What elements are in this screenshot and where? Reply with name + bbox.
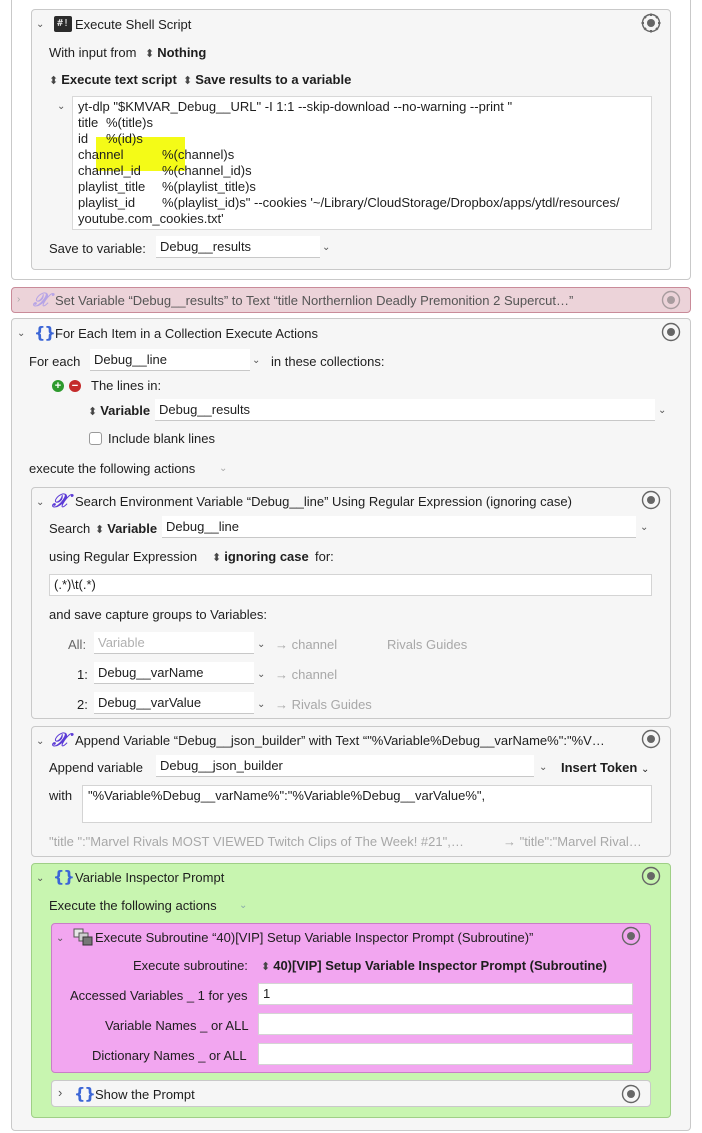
for-each-dropdown-icon[interactable]: ⌄ [252, 355, 261, 366]
show-prompt-group[interactable] [51, 1080, 651, 1107]
gear-icon[interactable] [641, 866, 661, 886]
action-title: For Each Item in a Collection Execute Actions [55, 326, 319, 341]
save-groups-label: and save capture groups to Variables: [49, 607, 268, 622]
search-source-value: Variable [107, 521, 158, 536]
script-line-5-val: %(channel_id)s [162, 163, 252, 178]
action-title: Search Environment Variable “Debug__line” Using Regular Expression (ignoring case) [75, 494, 572, 509]
search-variable-field[interactable]: Debug__line [162, 516, 636, 538]
search-source-select[interactable]: ⬍ Variable [95, 521, 158, 536]
script-line-5-key: channel_id [78, 163, 141, 178]
group-2-label: 2: [77, 697, 88, 712]
subroutine-select[interactable]: ⬍ 40)[VIP] Setup Variable Inspector Prompt (Subroutine) [261, 958, 607, 973]
group-2-preview: → Rivals Guides [275, 697, 372, 712]
remove-collection-icon[interactable]: − [69, 380, 81, 392]
expand-chevron-icon[interactable]: › [17, 294, 21, 305]
gear-icon[interactable] [641, 490, 661, 510]
script-line-4-key: channel [78, 147, 124, 162]
dictionary-names-label: Dictionary Names _ or ALL [92, 1048, 247, 1063]
script-line-2-val: %(title)s [106, 115, 153, 130]
gear-icon[interactable] [621, 1084, 641, 1104]
script-line-6-key: playlist_title [78, 179, 146, 194]
input-from-select[interactable]: ⬍ Nothing [145, 45, 207, 60]
action-title: Execute Subroutine “40)[VIP] Setup Variable Inspector Prompt (Subroutine)” [95, 930, 534, 945]
collapse-chevron-icon[interactable]: ⌄ [36, 19, 45, 30]
input-from-label: With input from [49, 45, 137, 60]
variable-x-icon: 𝒳 [52, 490, 69, 512]
for-each-label: For each [29, 354, 81, 369]
include-blank-lines-checkbox[interactable] [89, 432, 102, 445]
subroutine-value: 40)[VIP] Setup Variable Inspector Prompt (Subroutine) [273, 958, 607, 973]
subroutine-icon [73, 928, 93, 946]
set-variable-action[interactable] [11, 287, 691, 313]
search-variable-dropdown-icon[interactable]: ⌄ [640, 522, 649, 533]
execute-mode-value: Execute text script [61, 72, 177, 87]
using-regex-label: using Regular Expression [49, 549, 198, 564]
gear-icon[interactable] [641, 729, 661, 749]
add-collection-icon[interactable]: + [52, 380, 64, 392]
collapse-chevron-icon[interactable]: ⌄ [36, 736, 45, 747]
group-braces-icon: {} [74, 1084, 95, 1103]
variable-x-icon: 𝒳 [52, 729, 69, 751]
lines-in-label: The lines in: [91, 378, 162, 393]
for-label: for: [315, 549, 334, 564]
script-line-4-val: %(channel)s [162, 147, 235, 162]
script-line-6-val: %(playlist_title)s [162, 179, 256, 194]
script-line-7-val: %(playlist_id)s" --cookies '~/Library/CloudStorage/Dropbox/apps/ytdl/resources/ [162, 195, 620, 210]
all-preview-name: → channel [275, 637, 338, 652]
execute-shell-script-action[interactable] [31, 9, 671, 270]
execute-subroutine-label: Execute subroutine: [133, 958, 248, 973]
save-to-variable-field[interactable]: Debug__results [156, 236, 320, 258]
save-variable-dropdown-icon[interactable]: ⌄ [322, 242, 331, 253]
script-text-area[interactable] [72, 96, 652, 230]
script-line-2-key: title [78, 115, 99, 130]
gear-icon[interactable] [641, 13, 661, 33]
search-regex-action[interactable] [31, 487, 671, 719]
all-dropdown-icon[interactable]: ⌄ [257, 639, 266, 650]
regex-input[interactable]: (.*)\t(.*) [49, 574, 652, 596]
collapse-chevron-icon[interactable]: ⌄ [36, 873, 45, 884]
group-2-dropdown-icon[interactable]: ⌄ [257, 699, 266, 710]
gear-icon[interactable] [661, 290, 681, 310]
append-preview-right: → "title":"Marvel Rival… [503, 834, 642, 849]
input-from-value: Nothing [157, 45, 207, 60]
append-variable-field[interactable]: Debug__json_builder [156, 755, 534, 777]
variable-names-label: Variable Names _ or ALL [105, 1018, 249, 1033]
group-title: Show the Prompt [95, 1087, 195, 1102]
execute-actions-dropdown-icon[interactable]: ⌄ [239, 900, 248, 911]
search-label: Search [49, 521, 91, 536]
insert-token-button[interactable]: Insert Token ⌄ [561, 760, 650, 775]
accessed-variables-label: Accessed Variables _ 1 for yes [70, 988, 248, 1003]
case-mode-value: ignoring case [224, 549, 309, 564]
execute-actions-label: Execute the following actions [49, 898, 217, 913]
append-variable-action[interactable] [31, 726, 671, 857]
script-line-3-key: id [78, 131, 89, 146]
variable-names-input[interactable] [258, 1013, 633, 1035]
case-mode-select[interactable]: ⬍ ignoring case [212, 549, 309, 564]
collection-type-select[interactable]: ⬍ Variable [88, 403, 151, 418]
expand-chevron-icon[interactable]: › [58, 1085, 63, 1100]
group-1-label: 1: [77, 667, 88, 682]
group-braces-icon: {} [34, 323, 55, 342]
append-variable-dropdown-icon[interactable]: ⌄ [539, 762, 548, 773]
collection-variable-field[interactable]: Debug__results [155, 399, 655, 421]
collapse-chevron-icon[interactable]: ⌄ [36, 497, 45, 508]
save-mode-value: Save results to a variable [195, 72, 352, 87]
accessed-variables-input[interactable]: 1 [258, 983, 633, 1005]
gear-icon[interactable] [661, 322, 681, 342]
insert-token-label: Insert Token [561, 760, 638, 775]
group-2-variable-field[interactable]: Debug__varValue [94, 692, 254, 714]
collections-label: in these collections: [271, 354, 385, 369]
execute-subroutine-action[interactable] [51, 923, 651, 1073]
append-preview-left: "title ":"Marvel Rivals MOST VIEWED Twitch Clips of The Week! #21",… [49, 834, 464, 849]
script-line-7-key: playlist_id [78, 195, 136, 210]
group-title: Variable Inspector Prompt [75, 870, 225, 885]
collection-type-value: Variable [100, 403, 151, 418]
script-line-8: youtube.com_cookies.txt' [78, 211, 224, 226]
save-to-variable-label: Save to variable: [49, 241, 146, 256]
group-1-dropdown-icon[interactable]: ⌄ [257, 669, 266, 680]
append-variable-label: Append variable [49, 760, 143, 775]
include-blank-lines-label: Include blank lines [108, 431, 215, 446]
dictionary-names-input[interactable] [258, 1043, 633, 1065]
collapse-chevron-icon[interactable]: ⌄ [56, 933, 65, 944]
script-expand-chevron-icon[interactable]: ⌄ [57, 101, 66, 112]
gear-icon[interactable] [621, 926, 641, 946]
all-variable-field[interactable]: Variable [94, 632, 254, 654]
group-1-preview: → channel [275, 667, 338, 682]
for-each-variable-field[interactable]: Debug__line [90, 349, 250, 371]
variable-x-icon: 𝒳 [33, 289, 50, 311]
group-1-variable-field[interactable]: Debug__varName [94, 662, 254, 684]
execute-actions-label: execute the following actions [29, 461, 196, 476]
shell-script-icon: #! [54, 16, 72, 32]
with-text-input[interactable]: "%Variable%Debug__varName%":"%Variable%Debug__varValue%", [82, 785, 652, 823]
all-preview-value: Rivals Guides [387, 637, 468, 652]
action-title: Execute Shell Script [75, 17, 192, 32]
save-mode-select[interactable]: ⬍ Save results to a variable [183, 72, 352, 87]
action-title: Set Variable “Debug__results” to Text “title Northernlion Deadly Premonition 2 Supercut…” [55, 293, 574, 308]
group-braces-icon: {} [53, 867, 74, 886]
execute-mode-select[interactable]: ⬍ Execute text script [49, 72, 177, 87]
action-title: Append Variable “Debug__json_builder” with Text “"%Variable%Debug__varName%":"%V… [75, 733, 605, 748]
with-label: with [49, 788, 73, 803]
script-line-1: yt-dlp "$KMVAR_Debug__URL" -I 1:1 --skip-download --no-warning --print " [78, 99, 513, 114]
all-label: All: [68, 637, 87, 652]
collection-variable-dropdown-icon[interactable]: ⌄ [658, 405, 667, 416]
script-line-3-val: %(id)s [106, 131, 143, 146]
collapse-chevron-icon[interactable]: ⌄ [17, 328, 26, 339]
execute-actions-dropdown-icon[interactable]: ⌄ [219, 463, 228, 474]
